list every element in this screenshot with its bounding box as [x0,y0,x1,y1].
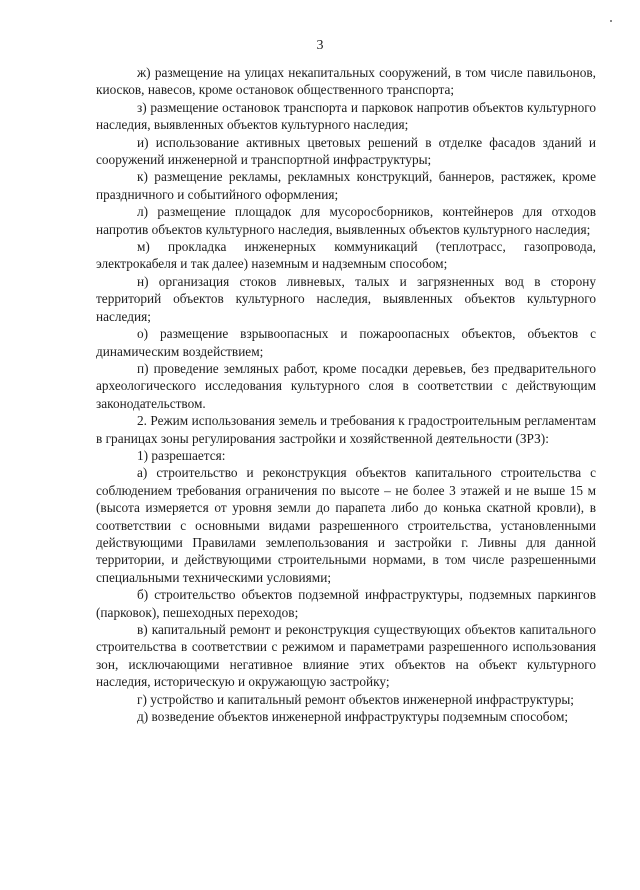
paragraph-zh: ж) размещение на улицах некапитальных сооружений, в том числе павильонов, киосков, навесов, кроме остановок общественного транспорта; [96,65,596,98]
paragraph-g: г) устройство и капитальный ремонт объектов инженерной инфраструктуры; [137,691,575,707]
paragraph-d: д) возведение объектов инженерной инфраструктуры подземным способом; [137,709,569,725]
paragraph-v: в) капитальный ремонт и реконструкция существующих объектов капитального строительства в соответствии с режимом и параметрами разрешенного использования зон, исключающими негативное влияние этих объектов на объект культурного наследия, историческую и окружающую застройку; [96,622,596,690]
document-body [96,64,596,725]
paragraph-b: б) строительство объектов подземной инфраструктуры, подземных паркингов (парковок), пешеходных переходов; [96,587,596,620]
section-2-heading: 2. Режим использования земель и требования к градостроительным регламентам в границах зоны регулирования застройки и хозяйственной деятельности (ЗРЗ): [96,413,596,446]
paragraph-n: н) организация стоков ливневых, талых и загрязненных вод в сторону территорий объектов культурного наследия, выявленных объектов культурного наследия; [96,273,596,324]
paragraph-i: и) использование активных цветовых решений в отделке фасадов зданий и сооружений инженерной и транспортной инфраструктуры; [96,134,596,168]
paragraph-z: з) размещение остановок транспорта и парковок напротив объектов культурного наследия, выявленных объектов культурного наследия; [96,99,596,133]
scan-mark [610,20,612,22]
paragraph-p: п) проведение земляных работ, кроме посадки деревьев, без предварительного археологического исследования культурного слоя в соответствии с действующим законодательством. [96,360,596,411]
page-number: 3 [316,38,324,53]
paragraph-k: к) размещение рекламы, рекламных конструкций, баннеров, растяжек, кроме праздничного и событийного оформления; [96,169,596,202]
paragraph-o: о) размещение взрывоопасных и пожароопасных объектов, объектов с динамическим воздействием; [96,326,596,359]
subsection-1-heading: 1) разрешается: [137,447,226,463]
paragraph-m: м) прокладка инженерных коммуникаций (теплотрасс, газопровода, электрокабеля и так далее) наземным и надземным способом; [96,239,596,272]
paragraph-l: л) размещение площадок для мусоросборников, контейнеров для отходов напротив объектов культурного наследия, выявленных объектов культурного наследия; [96,204,596,237]
paragraph-a: а) строительство и реконструкция объектов капитального строительства с соблюдением требования ограничения по высоте – не более 3 этажей и не выше 15 м (высота измеряется от уровня земли до парапета либо до конька скатной кровли), в соответствии с основными видами разрешенного строительства, установленными действующими Правилами землепользования и застройки г. Ливны для данной территории, и действующими строительными нормами, в том числе разрешенными специальными техническими условиями; [96,465,596,585]
